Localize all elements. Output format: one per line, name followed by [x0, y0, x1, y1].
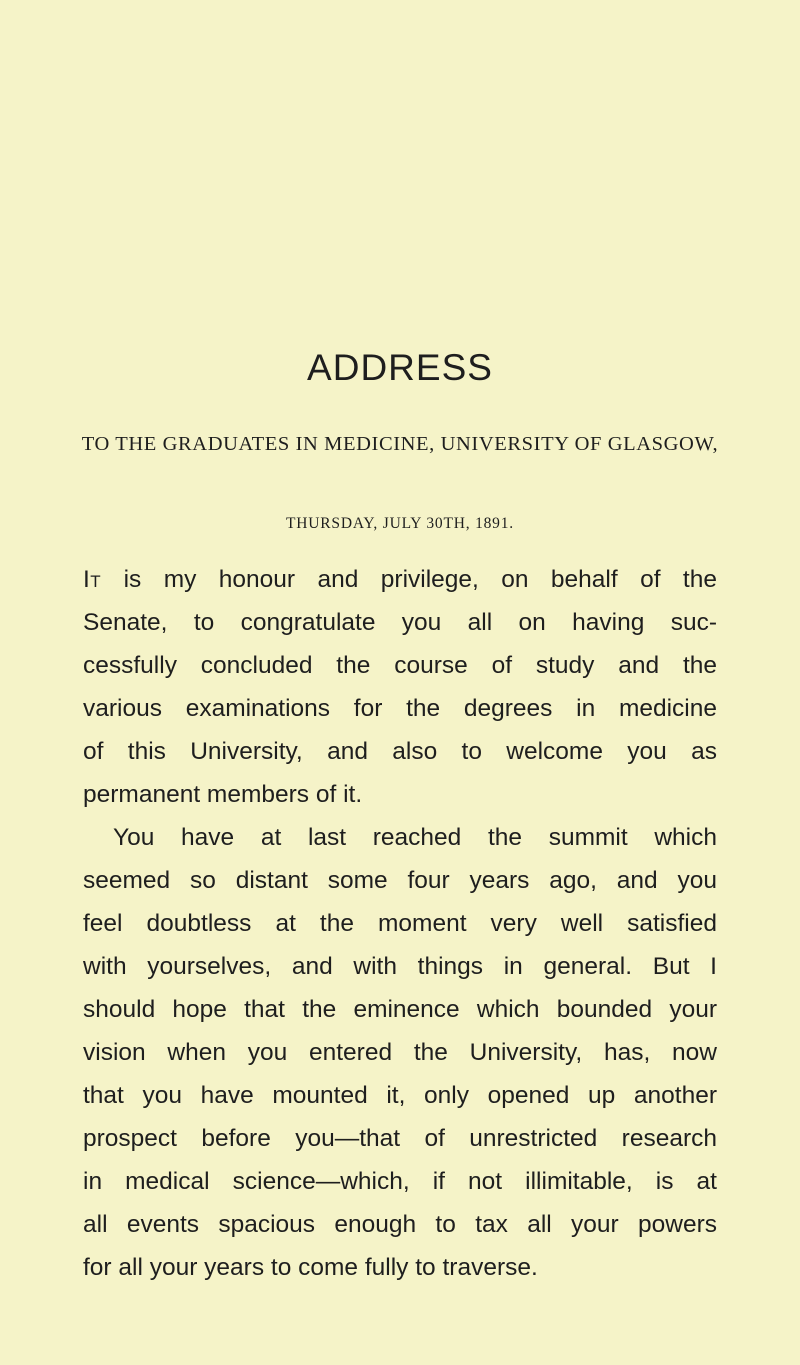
text-line: feel doubtless at the moment very well satisfied — [83, 910, 717, 937]
text-line: is my honour and privilege, on behalf of the — [101, 566, 717, 593]
text-line: for all your years to come fully to traverse. — [83, 1254, 538, 1281]
text-line: You have at last reached the summit which — [113, 824, 717, 851]
document-subtitle: TO THE GRADUATES IN MEDICINE, UNIVERSITY OF GLASGOW, — [81, 433, 719, 455]
document-date: THURSDAY, JULY 30TH, 1891. — [286, 515, 514, 532]
text-line: seemed so distant some four years ago, and you — [83, 867, 717, 894]
text-line: should hope that the eminence which bounded your — [83, 996, 717, 1023]
text-line: prospect before you—that of unrestricted research — [83, 1125, 717, 1152]
text-line: all events spacious enough to tax all your powers — [83, 1211, 717, 1238]
text-line: cessfully concluded the course of study and the — [83, 652, 717, 679]
text-line: Senate, to congratulate you all on having suc- — [83, 609, 717, 636]
text-line: permanent members of it. — [83, 781, 363, 808]
text-line: with yourselves, and with things in general. But I — [83, 953, 717, 980]
text-line: in medical science—which, if not illimitable, is at — [83, 1168, 717, 1195]
text-line: that you have mounted it, only opened up another — [83, 1082, 717, 1109]
text-line: various examinations for the degrees in medicine — [83, 695, 717, 722]
text-line: vision when you entered the University, has, now — [83, 1039, 717, 1066]
paragraph-1 — [83, 558, 717, 816]
text-line: of this University, and also to welcome you as — [83, 738, 717, 765]
paragraph-2 — [83, 816, 717, 1289]
document-body — [83, 558, 717, 1289]
document-title: ADDRESS — [307, 347, 493, 388]
paragraph-lead-word: It — [83, 566, 102, 593]
